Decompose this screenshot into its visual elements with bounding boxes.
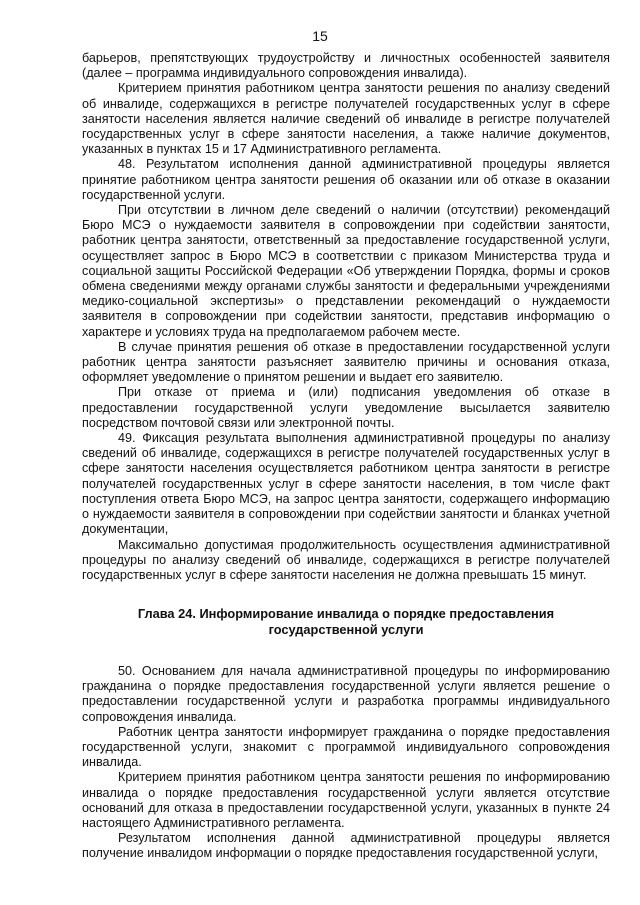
paragraph-max-duration: Максимально допустимая продолжительность осуществления административной процедуры по анализу сведений об инвалиде, содержащихся в регистре получателей государственных услуг в сфере занятости населения не должна превышать 15 минут. bbox=[82, 537, 610, 582]
paragraph-result: Результатом исполнения данной административной процедуры является получение инвалидом информации о порядке предоставления государственной услуги, bbox=[82, 831, 610, 861]
chapter-title-line-1: Глава 24. Информирование инвалида о порядке предоставления bbox=[137, 606, 555, 622]
paragraph-50: 50. Основанием для начала административной процедуры по информированию гражданина о порядке предоставления государственной услуги является решение о предоставлении государственной услуги и разработка программы индивидуального сопровождения инвалида. bbox=[82, 663, 610, 724]
paragraph-continued: барьеров, препятствующих трудоустройству и личностных особенностей заявителя (далее – программа индивидуального сопровождения инвалида). bbox=[82, 51, 610, 81]
paragraph-mse-request: При отсутствии в личном деле сведений о наличии (отсутствии) рекомендаций Бюро МСЭ о нуждаемости заявителя в сопровождении при содействии занятости, работник центра занятости, ответственный за предоставление государственной услуги, осуществляет запрос в Бюро МСЭ в соответствии с приказом Министерства труда и социальной защиты Российской Федерации «Об утверждении Порядка, формы и сроков обмена сведениями между органами службы занятости и федеральными учреждениями медико-социальной экспертизы» о представлении рекомендаций о нуждаемости заявителя в сопровождении при содействии занятости, представив информацию о характере и условиях труда на предполагаемом рабочем месте. bbox=[82, 203, 610, 339]
paragraph-48: 48. Результатом исполнения данной административной процедуры является принятие работником центра занятости решения об оказании или об отказе в оказании государственной услуги. bbox=[82, 157, 610, 202]
paragraph-49: 49. Фиксация результата выполнения административной процедуры по анализу сведений об инвалиде, содержащихся в регистре получателей государственных услуг в сфере занятости населения осуществляется работником центра занятости в регистре получателей государственных услуг в сфере занятости населения, в том числе факт поступления ответа Бюро МСЭ, на запрос центра занятости, содержащего информацию о нуждаемости заявителя в сопровождении при содействии занятости и бланках учетной документации, bbox=[82, 431, 610, 537]
page-number: 15 bbox=[312, 28, 328, 44]
chapter-heading bbox=[82, 606, 610, 637]
paragraph-informing: Работник центра занятости информирует гражданина о порядке предоставления государственной услуги, знакомит с программой индивидуального сопровождения инвалида. bbox=[82, 724, 610, 770]
chapter-title-line-2: государственной услуги bbox=[268, 621, 424, 637]
paragraph-criterion-analysis: Критерием принятия работником центра занятости решения по анализу сведений об инвалиде, содержащихся в регистре получателей государственных услуг в сфере занятости населения является наличие сведений об инвалиде в регистре получателей государственных услуг в сфере занятости населения, а также наличие документов, указанных в пунктах 15 и 17 Административного регламента. bbox=[82, 81, 610, 157]
paragraph-refusal-decision: В случае принятия решения об отказе в предоставлении государственной услуги работник центра занятости разъясняет заявителю причины и основания отказа, оформляет уведомление о принятом решении и выдает его заявителю. bbox=[82, 339, 610, 385]
paragraph-refusal-notice: При отказе от приема и (или) подписания уведомления об отказе в предоставлении государственной услуги уведомление высылается заявителю посредством почтовой связи или электронной почты. bbox=[82, 385, 610, 430]
paragraph-criterion-informing: Критерием принятия работником центра занятости решения по информированию инвалида о порядке предоставления государственной услуги является отсутствие оснований для отказа в предоставлении государственной услуги, указанных в пункте 24 настоящего Административного регламента. bbox=[82, 770, 610, 830]
document-body bbox=[82, 51, 610, 862]
